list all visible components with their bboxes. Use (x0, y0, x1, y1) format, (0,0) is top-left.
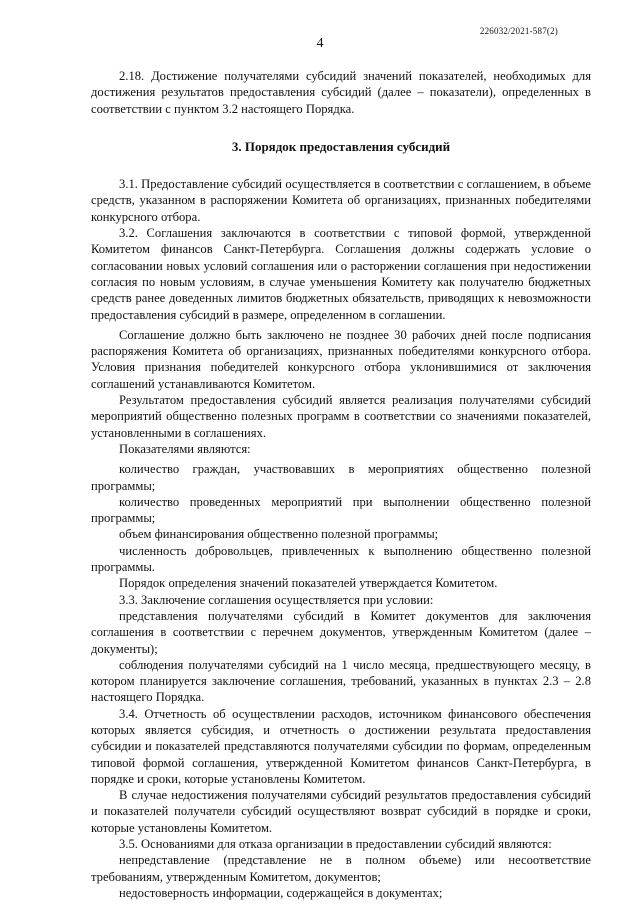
document-body (91, 68, 591, 901)
paragraph: количество проведенных мероприятий при выполнении общественно полезной программы; (91, 494, 591, 526)
paragraph-2-18: 2.18. Достижение получателями субсидий значений показателей, необходимых для достижения результатов предоставления субсидий (далее – показатели), определенных в соответствии с пунктом 3.2 настоящего Порядка. (91, 69, 591, 116)
paragraph: 3.1. Предоставление субсидий осуществляется в соответствии с соглашением, в объеме средств, указанном в распоряжении Комитета об организациях, признанных победителями конкурсного отбора. (91, 177, 591, 224)
paragraph: Показателями являются: (119, 441, 251, 456)
paragraph: 3.4. Отчетность об осуществлении расходов, источником финансового обеспечения которых является субсидия, и отчетность о достижении результата предоставления субсидии и показателей представляются получателями субсидии по формам, определенным типовой формой соглашения, утвержденной Комитетом финансов Санкт-Петербурга, в порядке и сроки, которые установлены Комитетом. (91, 706, 591, 786)
paragraph: 3.2. Соглашения заключаются в соответствии с типовой формой, утвержденной Комитетом финансов Санкт-Петербурга. Соглашения должны содержать условие о согласовании новых условий соглашения или о расторжении соглашения при недостижении согласия по новым условиям, в случае уменьшения Комитету как получателю бюджетных средств ранее доведенных лимитов бюджетных обязательств, приводящих к невозможности предоставления субсидий в размере, определенном в соглашении. (91, 226, 591, 322)
page-number: 4 (316, 36, 324, 51)
document-number: 226032/2021-587(2) (479, 26, 558, 36)
paragraph: 3.3. Заключение соглашения осуществляется при условии: (119, 592, 434, 607)
paragraph: непредставление (представление не в полном объеме) или несоответствие требованиям, утвержденным Комитетом, документов; (91, 853, 591, 884)
paragraph: В случае недостижения получателями субсидий результатов предоставления субсидий и показателей получатели субсидий осуществляют возврат субсидий в порядке и сроки, которые установлены Комитетом. (91, 788, 591, 835)
paragraph: 3.5. Основаниями для отказа организации в предоставлении субсидий являются: (119, 837, 552, 852)
section-title: 3. Порядок предоставления субсидий (231, 138, 451, 154)
paragraph: численность добровольцев, привлеченных к выполнению общественно полезной программы. (91, 543, 591, 575)
paragraph: соблюдения получателями субсидий на 1 число месяца, предшествующего месяцу, в котором планируется заключение соглашения, требований, указанных в пунктах 2.3 – 2.8 настоящего Порядка. (91, 657, 591, 705)
paragraph: представления получателями субсидий в Комитет документов для заключения соглашения в соответствии с перечнем документов, утвержденным Комитетом (далее – документы); (91, 608, 591, 656)
paragraph: объем финансирования общественно полезной программы; (119, 527, 439, 542)
paragraph: недостоверность информации, содержащейся в документах; (119, 885, 443, 900)
paragraph: Результатом предоставления субсидий является реализация получателями субсидий мероприятий общественно полезных программ в соответствии со значениями показателей, установленными в соглашениях. (91, 393, 591, 440)
paragraph: Соглашение должно быть заключено не позднее 30 рабочих дней после подписания распоряжения Комитета об организациях, признанных победителями конкурсного отбора. Условия признания победителей конкурсного отбора уклонившимися от заключения соглашений устанавливаются Комитетом. (91, 327, 591, 391)
paragraph: количество граждан, участвовавших в мероприятиях общественно полезной программы; (91, 462, 591, 493)
paragraph: Порядок определения значений показателей утверждается Комитетом. (119, 576, 498, 591)
